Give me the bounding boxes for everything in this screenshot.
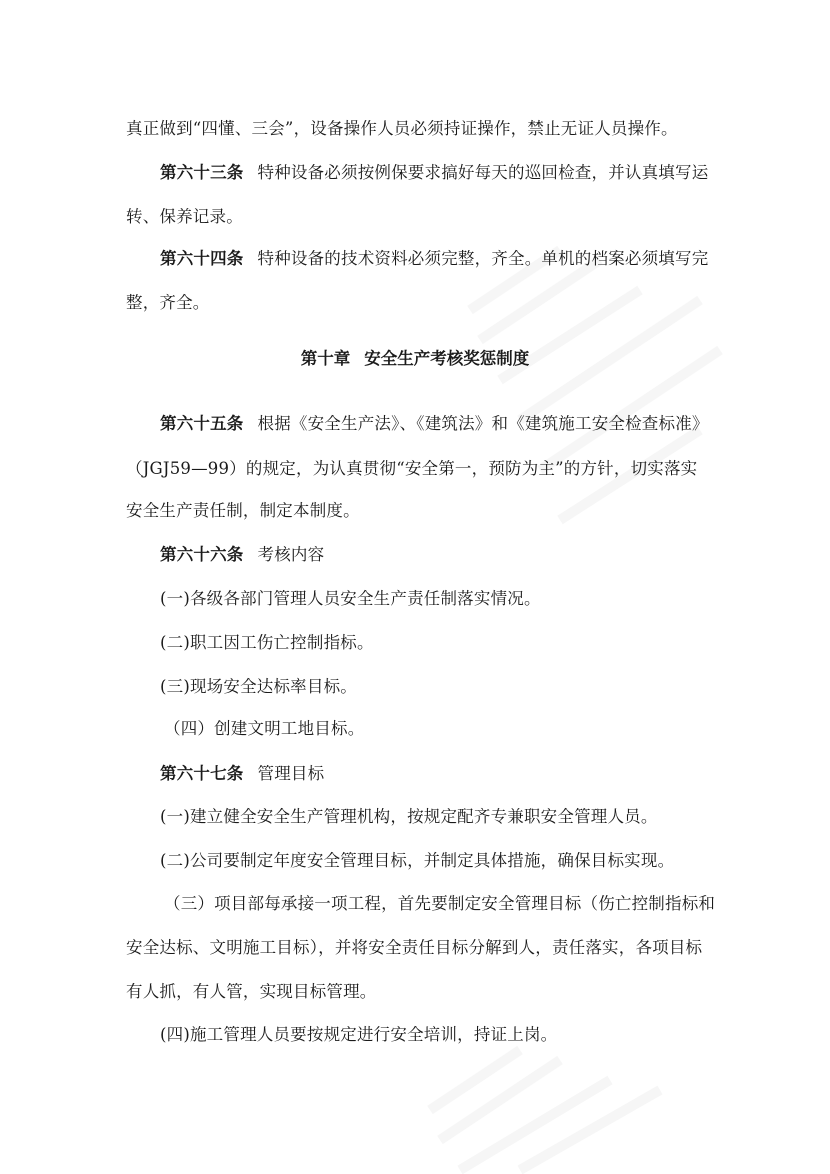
list-item: (一)各级各部门管理人员安全生产责任制落实情况。 [160, 589, 541, 608]
article-text: 考核内容 [257, 545, 325, 564]
text-line: 安全生产责任制，制定本制度。 [126, 501, 360, 520]
list-item: (二)职工因工伤亡控制指标。 [160, 633, 374, 652]
article-text: 特种设备必须按例保要求搞好每天的巡回检查，并认真填写运 [257, 163, 709, 182]
list-item: (四)施工管理人员要按规定进行安全培训，持证上岗。 [160, 1025, 558, 1044]
article-number: 第六十四条 [160, 249, 244, 268]
text-line: 有人抓，有人管，实现目标管理。 [126, 982, 377, 1001]
text-line: 转、保养记录。 [126, 207, 243, 226]
article-number: 第六十五条 [160, 414, 244, 433]
chapter-heading [0, 345, 830, 369]
chapter-number: 第十章 [300, 349, 351, 368]
text-line: 整，齐全。 [126, 293, 210, 312]
article-67 [160, 760, 324, 784]
list-item: (三)现场安全达标率目标。 [160, 677, 357, 696]
article-63 [160, 159, 708, 183]
list-item: （三）项目部每承接一项工程，首先要制定安全管理目标（伤亡控制指标和 [164, 894, 716, 913]
article-text: 管理目标 [257, 764, 325, 783]
article-64 [160, 245, 708, 269]
chapter-title: 安全生产考核奖惩制度 [364, 349, 530, 368]
article-number: 第六十三条 [160, 163, 244, 182]
article-text: 特种设备的技术资料必须完整，齐全。单机的档案必须填写完 [257, 249, 709, 268]
list-item: (二)公司要制定年度安全管理目标，并制定具体措施，确保目标实现。 [160, 851, 675, 870]
article-text: 根据《安全生产法》、《建筑法》和《建筑施工安全检查标准》 [257, 414, 709, 433]
article-65 [160, 410, 709, 434]
list-item: (一)建立健全安全生产管理机构，按规定配齐专兼职安全管理人员。 [160, 807, 658, 826]
list-item: （四）创建文明工地目标。 [164, 719, 365, 738]
article-number: 第六十七条 [160, 764, 244, 783]
text-line: 真正做到“四懂、三会”，设备操作人员必须持证操作，禁止无证人员操作。 [126, 119, 678, 138]
text-line: （JGJ59—99）的规定，为认真贯彻“安全第一，预防为主”的方针，切实落实 [126, 459, 698, 478]
text-line: 安全达标、文明施工目标），并将安全责任目标分解到人，责任落实，各项目标 [126, 938, 703, 957]
article-number: 第六十六条 [160, 545, 244, 564]
article-66 [160, 541, 324, 565]
